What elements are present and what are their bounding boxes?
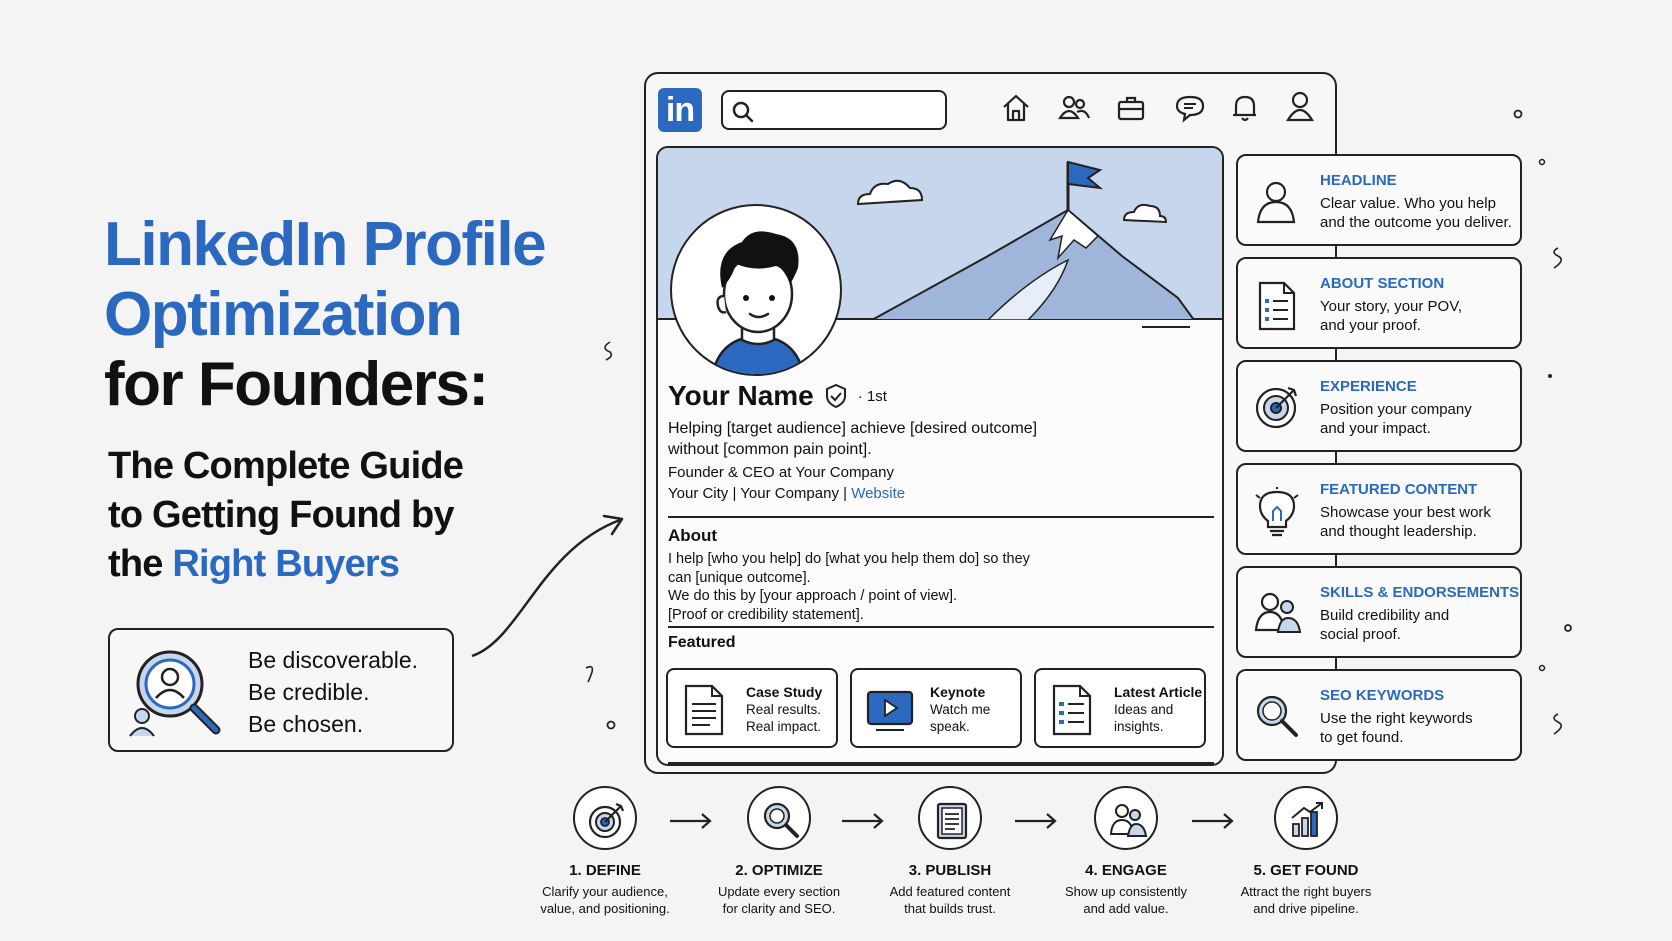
card-description — [1320, 194, 1512, 232]
doodle-squiggle — [1548, 246, 1564, 270]
arrow-right-icon — [668, 810, 714, 832]
about-line: I help [who you help] do [what you help them do] so they — [668, 551, 1030, 567]
target-icon — [1254, 384, 1300, 430]
website-link[interactable]: Website — [851, 485, 906, 502]
profile-name: Your Name — [668, 380, 814, 411]
card-line: Build credibility and — [1320, 607, 1450, 624]
main-title — [104, 210, 624, 420]
step-description — [1216, 883, 1396, 917]
card-headline — [1236, 154, 1522, 246]
step-description — [515, 883, 695, 917]
featured-title: Latest Article — [1114, 684, 1203, 700]
card-heading: FEATURED CONTENT — [1320, 481, 1478, 498]
profile-role: Founder & CEO at Your Company — [668, 464, 894, 481]
card-featured-content — [1236, 463, 1522, 555]
people-icon — [1254, 590, 1302, 636]
step-icon-circle — [918, 786, 982, 850]
step-line: Show up consistently — [1064, 884, 1188, 899]
target-icon — [587, 800, 627, 840]
document-icon — [682, 684, 726, 736]
step-icon-circle — [747, 786, 811, 850]
featured-item-article[interactable] — [1034, 668, 1206, 748]
me-icon[interactable] — [1284, 88, 1316, 124]
featured-desc: Real results. — [746, 702, 822, 717]
divider — [668, 762, 1214, 764]
doodle-squiggle — [582, 664, 596, 684]
step-icon-circle — [573, 786, 637, 850]
name-row — [668, 380, 887, 412]
step-line: and drive pipeline. — [1253, 901, 1359, 916]
title-line-2: Optimization — [104, 280, 462, 349]
profile-headline-1: Helping [target audience] achieve [desired outcome] — [668, 420, 1038, 437]
card-description — [1320, 400, 1472, 438]
step-line: Add featured content — [889, 884, 1011, 899]
search-icon — [761, 800, 801, 840]
doodle-circle — [1536, 662, 1548, 674]
featured-item-case-study[interactable] — [666, 668, 838, 748]
card-heading: ABOUT SECTION — [1320, 275, 1445, 292]
profile-headline-2: without [common pain point]. — [668, 441, 872, 458]
step-line: Update every section — [717, 884, 841, 899]
avatar-illustration — [672, 206, 842, 376]
card-description — [1320, 709, 1473, 747]
card-description — [1320, 503, 1491, 541]
card-line: and your proof. — [1320, 317, 1421, 334]
card-line: Clear value. Who you help — [1320, 195, 1496, 212]
step-line: for clarity and SEO. — [722, 901, 836, 916]
clipboard-icon — [932, 800, 972, 840]
card-line: Use the right keywords — [1320, 710, 1473, 727]
arrow-right-icon — [1190, 810, 1236, 832]
featured-heading: Featured — [668, 634, 736, 651]
featured-text — [930, 684, 990, 735]
step-line: that builds trust. — [904, 901, 996, 916]
home-icon[interactable] — [1000, 92, 1032, 124]
step-icon-circle — [1274, 786, 1338, 850]
about-heading: About — [668, 526, 718, 545]
card-description — [1320, 297, 1462, 335]
avatar[interactable] — [670, 204, 842, 376]
tagline-line: Be credible. — [248, 679, 370, 705]
search-icon — [1254, 693, 1300, 739]
about-text — [668, 550, 1030, 624]
step-heading: 5. GET FOUND — [1253, 862, 1359, 879]
subtitle-line-2: to Getting Found by — [108, 494, 454, 536]
tagline-line: Be chosen. — [248, 711, 364, 737]
title-line-3: for Founders: — [104, 350, 488, 419]
step-publish — [860, 786, 1040, 917]
profile-city: Your City — [668, 485, 729, 502]
notifications-icon[interactable] — [1230, 92, 1260, 124]
step-description — [689, 883, 869, 917]
step-optimize — [689, 786, 869, 917]
tagline-line: Be discoverable. — [248, 647, 419, 673]
card-line: Position your company — [1320, 401, 1472, 418]
step-description — [1036, 883, 1216, 917]
network-icon[interactable] — [1057, 92, 1091, 124]
profile-card — [656, 146, 1224, 766]
card-heading: HEADLINE — [1320, 172, 1397, 189]
card-line: and thought leadership. — [1320, 523, 1477, 540]
doodle-circle — [604, 718, 618, 732]
step-line: and add value. — [1083, 901, 1169, 916]
people-icon — [1108, 800, 1148, 840]
card-description — [1320, 606, 1449, 644]
verified-shield-icon — [824, 383, 848, 409]
doodle-dot — [1546, 372, 1554, 380]
arrow-right-icon — [840, 810, 886, 832]
featured-desc: Real impact. — [746, 719, 822, 734]
card-about-section — [1236, 257, 1522, 349]
featured-item-keynote[interactable] — [850, 668, 1022, 748]
tagline-box — [108, 628, 454, 752]
step-line: Attract the right buyers — [1240, 884, 1372, 899]
card-skills-endorsements — [1236, 566, 1522, 658]
step-engage — [1036, 786, 1216, 917]
card-heading: SEO KEYWORDS — [1320, 687, 1445, 704]
card-experience — [1236, 360, 1522, 452]
featured-text — [1114, 684, 1202, 735]
featured-title: Keynote — [930, 684, 986, 700]
doodle-squiggle — [600, 340, 614, 362]
tagline-lines — [248, 644, 418, 740]
card-line: social proof. — [1320, 626, 1401, 643]
search-icon — [731, 100, 755, 124]
card-line: and the outcome you deliver. — [1320, 214, 1512, 231]
doodle-squiggle — [1548, 712, 1564, 736]
about-line: We do this by [your approach / point of view]. — [668, 588, 958, 604]
divider — [1142, 326, 1190, 328]
featured-desc: speak. — [930, 719, 970, 734]
doodle-circle — [1562, 622, 1574, 634]
jobs-icon[interactable] — [1115, 92, 1147, 124]
step-heading: 3. PUBLISH — [908, 862, 992, 879]
step-line: value, and positioning. — [540, 901, 670, 916]
curved-arrow — [470, 510, 630, 660]
step-heading: 1. DEFINE — [569, 862, 641, 879]
about-line: [Proof or credibility statement]. — [668, 606, 864, 623]
featured-desc: Watch me — [930, 702, 991, 717]
search-input[interactable] — [721, 90, 947, 130]
card-heading: SKILLS & ENDORSEMENTS — [1320, 584, 1520, 601]
lightbulb-icon — [1254, 487, 1300, 539]
person-icon — [1254, 178, 1298, 226]
step-heading: 4. ENGAGE — [1085, 862, 1167, 879]
step-define — [515, 786, 695, 917]
subtitle-line-1: The Complete Guide — [108, 445, 464, 487]
title-line-1: LinkedIn Profile — [104, 210, 546, 279]
magnifier-person-icon — [128, 646, 232, 740]
card-line: Your story, your POV, — [1320, 298, 1463, 315]
linkedin-logo[interactable]: in — [658, 88, 702, 132]
subtitle-plain: the — [108, 543, 163, 585]
article-icon — [1050, 684, 1094, 736]
featured-desc: Ideas and — [1114, 702, 1174, 717]
divider — [668, 516, 1214, 518]
profile-company: Your Company — [740, 485, 839, 502]
card-line: and your impact. — [1320, 420, 1431, 437]
featured-title: Case Study — [746, 684, 823, 700]
step-heading: 2. OPTIMIZE — [735, 862, 823, 879]
step-line: Clarify your audience, — [542, 884, 668, 899]
card-heading: EXPERIENCE — [1320, 378, 1417, 395]
step-get-found — [1216, 786, 1396, 917]
card-line: to get found. — [1320, 729, 1404, 746]
divider — [668, 626, 1214, 628]
video-icon — [866, 684, 914, 736]
profile-location-row: Your City | Your Company | Website — [668, 485, 906, 502]
about-line: can [unique outcome]. — [668, 569, 811, 586]
messaging-icon[interactable] — [1173, 92, 1207, 124]
doodle-circle — [1536, 156, 1548, 168]
featured-text — [746, 684, 822, 735]
document-icon — [1254, 281, 1298, 331]
card-seo-keywords — [1236, 669, 1522, 761]
growth-chart-icon — [1288, 800, 1328, 840]
subtitle-highlight: Right Buyers — [172, 543, 400, 585]
featured-desc: insights. — [1114, 719, 1164, 734]
step-description — [860, 883, 1040, 917]
step-icon-circle — [1094, 786, 1158, 850]
arrow-right-icon — [1013, 810, 1059, 832]
doodle-circle — [1512, 108, 1524, 120]
card-line: Showcase your best work — [1320, 504, 1491, 521]
connection-degree: · 1st — [857, 387, 887, 405]
